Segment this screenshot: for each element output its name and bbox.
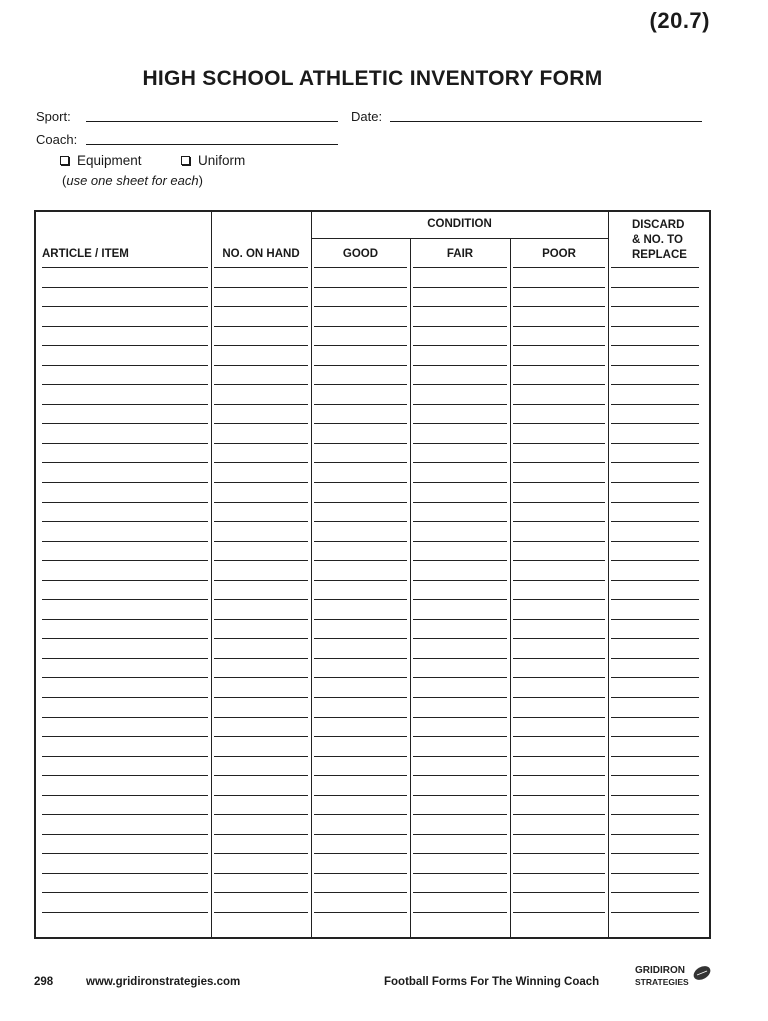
header-condition: CONDITION bbox=[427, 218, 492, 230]
row-line[interactable] bbox=[611, 423, 699, 424]
row-line[interactable] bbox=[513, 365, 605, 366]
row-line[interactable] bbox=[611, 892, 699, 893]
row-line[interactable] bbox=[314, 521, 407, 522]
row-line[interactable] bbox=[513, 580, 605, 581]
row-line[interactable] bbox=[214, 404, 308, 405]
row-line[interactable] bbox=[42, 560, 208, 561]
row-line[interactable] bbox=[214, 834, 308, 835]
row-line[interactable] bbox=[513, 677, 605, 678]
row-line[interactable] bbox=[42, 345, 208, 346]
row-line[interactable] bbox=[513, 462, 605, 463]
row-line[interactable] bbox=[611, 775, 699, 776]
row-line[interactable] bbox=[513, 638, 605, 639]
row-line[interactable] bbox=[413, 892, 507, 893]
row-line[interactable] bbox=[314, 267, 407, 268]
row-line[interactable] bbox=[413, 599, 507, 600]
row-line[interactable] bbox=[513, 717, 605, 718]
header-article: ARTICLE / ITEM bbox=[42, 248, 129, 260]
row-line[interactable] bbox=[42, 326, 208, 327]
row-line[interactable] bbox=[611, 404, 699, 405]
row-line[interactable] bbox=[214, 287, 308, 288]
row-line[interactable] bbox=[611, 345, 699, 346]
column-divider bbox=[311, 212, 312, 937]
row-line[interactable] bbox=[413, 834, 507, 835]
row-line[interactable] bbox=[42, 814, 208, 815]
row-line[interactable] bbox=[314, 638, 407, 639]
row-line[interactable] bbox=[42, 541, 208, 542]
row-line[interactable] bbox=[314, 384, 407, 385]
row-line[interactable] bbox=[214, 267, 308, 268]
row-line[interactable] bbox=[214, 619, 308, 620]
row-line[interactable] bbox=[42, 423, 208, 424]
row-line[interactable] bbox=[42, 775, 208, 776]
row-line[interactable] bbox=[314, 365, 407, 366]
row-line[interactable] bbox=[214, 482, 308, 483]
row-line[interactable] bbox=[314, 462, 407, 463]
svg-text:GRIDIRON: GRIDIRON bbox=[635, 965, 685, 976]
row-line[interactable] bbox=[413, 814, 507, 815]
row-line[interactable] bbox=[413, 443, 507, 444]
row-line[interactable] bbox=[413, 873, 507, 874]
row-line[interactable] bbox=[413, 384, 507, 385]
equipment-label: Equipment bbox=[77, 153, 142, 168]
row-line[interactable] bbox=[42, 443, 208, 444]
row-line[interactable] bbox=[214, 580, 308, 581]
row-line[interactable] bbox=[413, 502, 507, 503]
row-line[interactable] bbox=[214, 912, 308, 913]
row-line[interactable] bbox=[611, 638, 699, 639]
row-line[interactable] bbox=[314, 873, 407, 874]
row-line[interactable] bbox=[314, 580, 407, 581]
row-line[interactable] bbox=[413, 404, 507, 405]
row-line[interactable] bbox=[413, 267, 507, 268]
row-line[interactable] bbox=[42, 658, 208, 659]
row-line[interactable] bbox=[413, 482, 507, 483]
inventory-table bbox=[34, 210, 711, 939]
row-line[interactable] bbox=[413, 365, 507, 366]
row-line[interactable] bbox=[513, 873, 605, 874]
row-line[interactable] bbox=[513, 619, 605, 620]
row-line[interactable] bbox=[413, 521, 507, 522]
sport-label: Sport: bbox=[36, 109, 71, 124]
row-line[interactable] bbox=[611, 599, 699, 600]
row-line[interactable] bbox=[513, 423, 605, 424]
row-line[interactable] bbox=[42, 717, 208, 718]
row-line[interactable] bbox=[314, 482, 407, 483]
row-line[interactable] bbox=[42, 502, 208, 503]
row-line[interactable] bbox=[214, 775, 308, 776]
row-line[interactable] bbox=[42, 521, 208, 522]
row-line[interactable] bbox=[611, 736, 699, 737]
row-line[interactable] bbox=[513, 287, 605, 288]
row-line[interactable] bbox=[42, 697, 208, 698]
row-line[interactable] bbox=[214, 423, 308, 424]
row-line[interactable] bbox=[413, 619, 507, 620]
column-divider bbox=[410, 238, 411, 937]
row-line[interactable] bbox=[42, 736, 208, 737]
row-line[interactable] bbox=[513, 834, 605, 835]
row-line[interactable] bbox=[611, 912, 699, 913]
row-line[interactable] bbox=[314, 619, 407, 620]
row-line[interactable] bbox=[314, 912, 407, 913]
row-line[interactable] bbox=[413, 287, 507, 288]
row-line[interactable] bbox=[413, 736, 507, 737]
row-line[interactable] bbox=[611, 560, 699, 561]
row-line[interactable] bbox=[611, 795, 699, 796]
row-line[interactable] bbox=[611, 677, 699, 678]
row-line[interactable] bbox=[413, 423, 507, 424]
row-line[interactable] bbox=[513, 502, 605, 503]
usage-note: (use one sheet for each) bbox=[62, 173, 203, 188]
row-line[interactable] bbox=[314, 345, 407, 346]
row-line[interactable] bbox=[413, 462, 507, 463]
row-line[interactable] bbox=[42, 404, 208, 405]
row-line[interactable] bbox=[611, 717, 699, 718]
row-line[interactable] bbox=[413, 775, 507, 776]
row-line[interactable] bbox=[513, 267, 605, 268]
row-line[interactable] bbox=[42, 873, 208, 874]
row-line[interactable] bbox=[611, 502, 699, 503]
coach-label: Coach: bbox=[36, 132, 78, 147]
row-line[interactable] bbox=[413, 677, 507, 678]
date-field[interactable] bbox=[390, 121, 702, 122]
row-line[interactable] bbox=[513, 443, 605, 444]
row-line[interactable] bbox=[42, 853, 208, 854]
row-line[interactable] bbox=[611, 287, 699, 288]
row-line[interactable] bbox=[513, 482, 605, 483]
column-divider bbox=[510, 238, 511, 937]
row-line[interactable] bbox=[513, 541, 605, 542]
row-line[interactable] bbox=[611, 619, 699, 620]
row-line[interactable] bbox=[42, 756, 208, 757]
row-line[interactable] bbox=[314, 775, 407, 776]
row-line[interactable] bbox=[513, 404, 605, 405]
row-line[interactable] bbox=[611, 814, 699, 815]
row-line[interactable] bbox=[214, 345, 308, 346]
row-line[interactable] bbox=[314, 717, 407, 718]
uniform-label: Uniform bbox=[198, 153, 246, 168]
row-line[interactable] bbox=[513, 795, 605, 796]
page-number: 298 bbox=[34, 976, 54, 988]
row-line[interactable] bbox=[513, 658, 605, 659]
row-line[interactable] bbox=[513, 326, 605, 327]
header-poor: POOR bbox=[542, 248, 576, 260]
row-line[interactable] bbox=[42, 482, 208, 483]
row-line[interactable] bbox=[513, 814, 605, 815]
row-line[interactable] bbox=[314, 814, 407, 815]
row-line[interactable] bbox=[513, 599, 605, 600]
row-line[interactable] bbox=[314, 306, 407, 307]
row-line[interactable] bbox=[413, 795, 507, 796]
row-line[interactable] bbox=[611, 462, 699, 463]
row-line[interactable] bbox=[314, 677, 407, 678]
row-line[interactable] bbox=[314, 697, 407, 698]
row-line[interactable] bbox=[214, 873, 308, 874]
row-line[interactable] bbox=[314, 658, 407, 659]
uniform-checkbox[interactable] bbox=[181, 156, 190, 165]
row-line[interactable] bbox=[214, 521, 308, 522]
row-line[interactable] bbox=[42, 384, 208, 385]
row-line[interactable] bbox=[513, 912, 605, 913]
row-line[interactable] bbox=[611, 482, 699, 483]
row-line[interactable] bbox=[314, 756, 407, 757]
row-line[interactable] bbox=[314, 599, 407, 600]
row-line[interactable] bbox=[214, 462, 308, 463]
row-line[interactable] bbox=[214, 443, 308, 444]
row-line[interactable] bbox=[42, 892, 208, 893]
header-fair: FAIR bbox=[446, 248, 474, 260]
row-line[interactable] bbox=[214, 697, 308, 698]
row-line[interactable] bbox=[413, 697, 507, 698]
row-line[interactable] bbox=[513, 756, 605, 757]
row-line[interactable] bbox=[611, 326, 699, 327]
row-line[interactable] bbox=[42, 306, 208, 307]
row-line[interactable] bbox=[611, 443, 699, 444]
row-line[interactable] bbox=[413, 756, 507, 757]
row-line[interactable] bbox=[214, 736, 308, 737]
gridiron-strategies-logo bbox=[634, 962, 714, 990]
row-line[interactable] bbox=[413, 717, 507, 718]
row-line[interactable] bbox=[42, 365, 208, 366]
row-line[interactable] bbox=[413, 345, 507, 346]
row-line[interactable] bbox=[214, 658, 308, 659]
equipment-checkbox[interactable] bbox=[60, 156, 69, 165]
row-line[interactable] bbox=[611, 853, 699, 854]
row-line[interactable] bbox=[611, 306, 699, 307]
row-line[interactable] bbox=[314, 834, 407, 835]
row-line[interactable] bbox=[42, 795, 208, 796]
row-line[interactable] bbox=[413, 560, 507, 561]
row-line[interactable] bbox=[314, 560, 407, 561]
column-divider bbox=[211, 212, 212, 937]
row-line[interactable] bbox=[214, 892, 308, 893]
row-line[interactable] bbox=[314, 423, 407, 424]
row-line[interactable] bbox=[214, 853, 308, 854]
row-line[interactable] bbox=[413, 658, 507, 659]
row-line[interactable] bbox=[214, 795, 308, 796]
row-line[interactable] bbox=[314, 892, 407, 893]
row-line[interactable] bbox=[413, 541, 507, 542]
row-line[interactable] bbox=[214, 756, 308, 757]
row-line[interactable] bbox=[214, 306, 308, 307]
row-line[interactable] bbox=[413, 306, 507, 307]
row-line[interactable] bbox=[513, 736, 605, 737]
row-line[interactable] bbox=[611, 658, 699, 659]
row-line[interactable] bbox=[214, 365, 308, 366]
row-line[interactable] bbox=[611, 756, 699, 757]
row-line[interactable] bbox=[513, 853, 605, 854]
row-line[interactable] bbox=[214, 599, 308, 600]
row-line[interactable] bbox=[42, 834, 208, 835]
row-line[interactable] bbox=[214, 638, 308, 639]
row-line[interactable] bbox=[611, 873, 699, 874]
row-line[interactable] bbox=[611, 834, 699, 835]
row-line[interactable] bbox=[314, 853, 407, 854]
row-line[interactable] bbox=[314, 404, 407, 405]
header-on-hand: NO. ON HAND bbox=[222, 248, 300, 260]
row-line[interactable] bbox=[314, 502, 407, 503]
row-line[interactable] bbox=[214, 384, 308, 385]
form-number: (20.7) bbox=[649, 8, 710, 33]
row-line[interactable] bbox=[42, 267, 208, 268]
row-line[interactable] bbox=[611, 267, 699, 268]
row-line[interactable] bbox=[214, 326, 308, 327]
row-line[interactable] bbox=[611, 697, 699, 698]
row-line[interactable] bbox=[314, 795, 407, 796]
footer-url: www.gridironstrategies.com bbox=[86, 976, 241, 988]
header-good: GOOD bbox=[342, 248, 379, 260]
row-line[interactable] bbox=[42, 580, 208, 581]
row-line[interactable] bbox=[513, 697, 605, 698]
row-line[interactable] bbox=[413, 853, 507, 854]
row-line[interactable] bbox=[314, 287, 407, 288]
row-line[interactable] bbox=[42, 677, 208, 678]
row-line[interactable] bbox=[611, 384, 699, 385]
row-line[interactable] bbox=[42, 462, 208, 463]
row-line[interactable] bbox=[513, 560, 605, 561]
row-line[interactable] bbox=[42, 599, 208, 600]
row-line[interactable] bbox=[611, 580, 699, 581]
row-line[interactable] bbox=[314, 541, 407, 542]
row-line[interactable] bbox=[611, 541, 699, 542]
row-line[interactable] bbox=[611, 365, 699, 366]
row-line[interactable] bbox=[513, 345, 605, 346]
row-line[interactable] bbox=[314, 736, 407, 737]
equipment-option[interactable] bbox=[60, 153, 142, 168]
row-line[interactable] bbox=[513, 521, 605, 522]
row-line[interactable] bbox=[42, 912, 208, 913]
coach-field[interactable] bbox=[86, 144, 338, 145]
svg-text:STRATEGIES: STRATEGIES bbox=[635, 977, 689, 987]
row-line[interactable] bbox=[214, 541, 308, 542]
row-line[interactable] bbox=[513, 892, 605, 893]
row-line[interactable] bbox=[513, 306, 605, 307]
footer-book-title: Football Forms For The Winning Coach bbox=[384, 976, 600, 988]
row-line[interactable] bbox=[314, 443, 407, 444]
row-line[interactable] bbox=[513, 384, 605, 385]
row-line[interactable] bbox=[214, 814, 308, 815]
column-divider bbox=[608, 212, 609, 937]
uniform-option[interactable] bbox=[181, 153, 245, 168]
row-line[interactable] bbox=[214, 502, 308, 503]
sport-field[interactable] bbox=[86, 121, 338, 122]
row-line[interactable] bbox=[214, 677, 308, 678]
condition-divider bbox=[311, 238, 608, 239]
header-discard: DISCARD & NO. TO REPLACE bbox=[632, 219, 687, 261]
row-line[interactable] bbox=[513, 775, 605, 776]
row-line[interactable] bbox=[611, 521, 699, 522]
page-title: HIGH SCHOOL ATHLETIC INVENTORY FORM bbox=[142, 67, 603, 90]
row-line[interactable] bbox=[413, 326, 507, 327]
row-line[interactable] bbox=[42, 287, 208, 288]
row-line[interactable] bbox=[214, 717, 308, 718]
date-label: Date: bbox=[351, 109, 383, 124]
row-line[interactable] bbox=[413, 638, 507, 639]
row-line[interactable] bbox=[42, 638, 208, 639]
row-line[interactable] bbox=[214, 560, 308, 561]
row-line[interactable] bbox=[413, 580, 507, 581]
row-line[interactable] bbox=[413, 912, 507, 913]
row-line[interactable] bbox=[314, 326, 407, 327]
row-line[interactable] bbox=[42, 619, 208, 620]
